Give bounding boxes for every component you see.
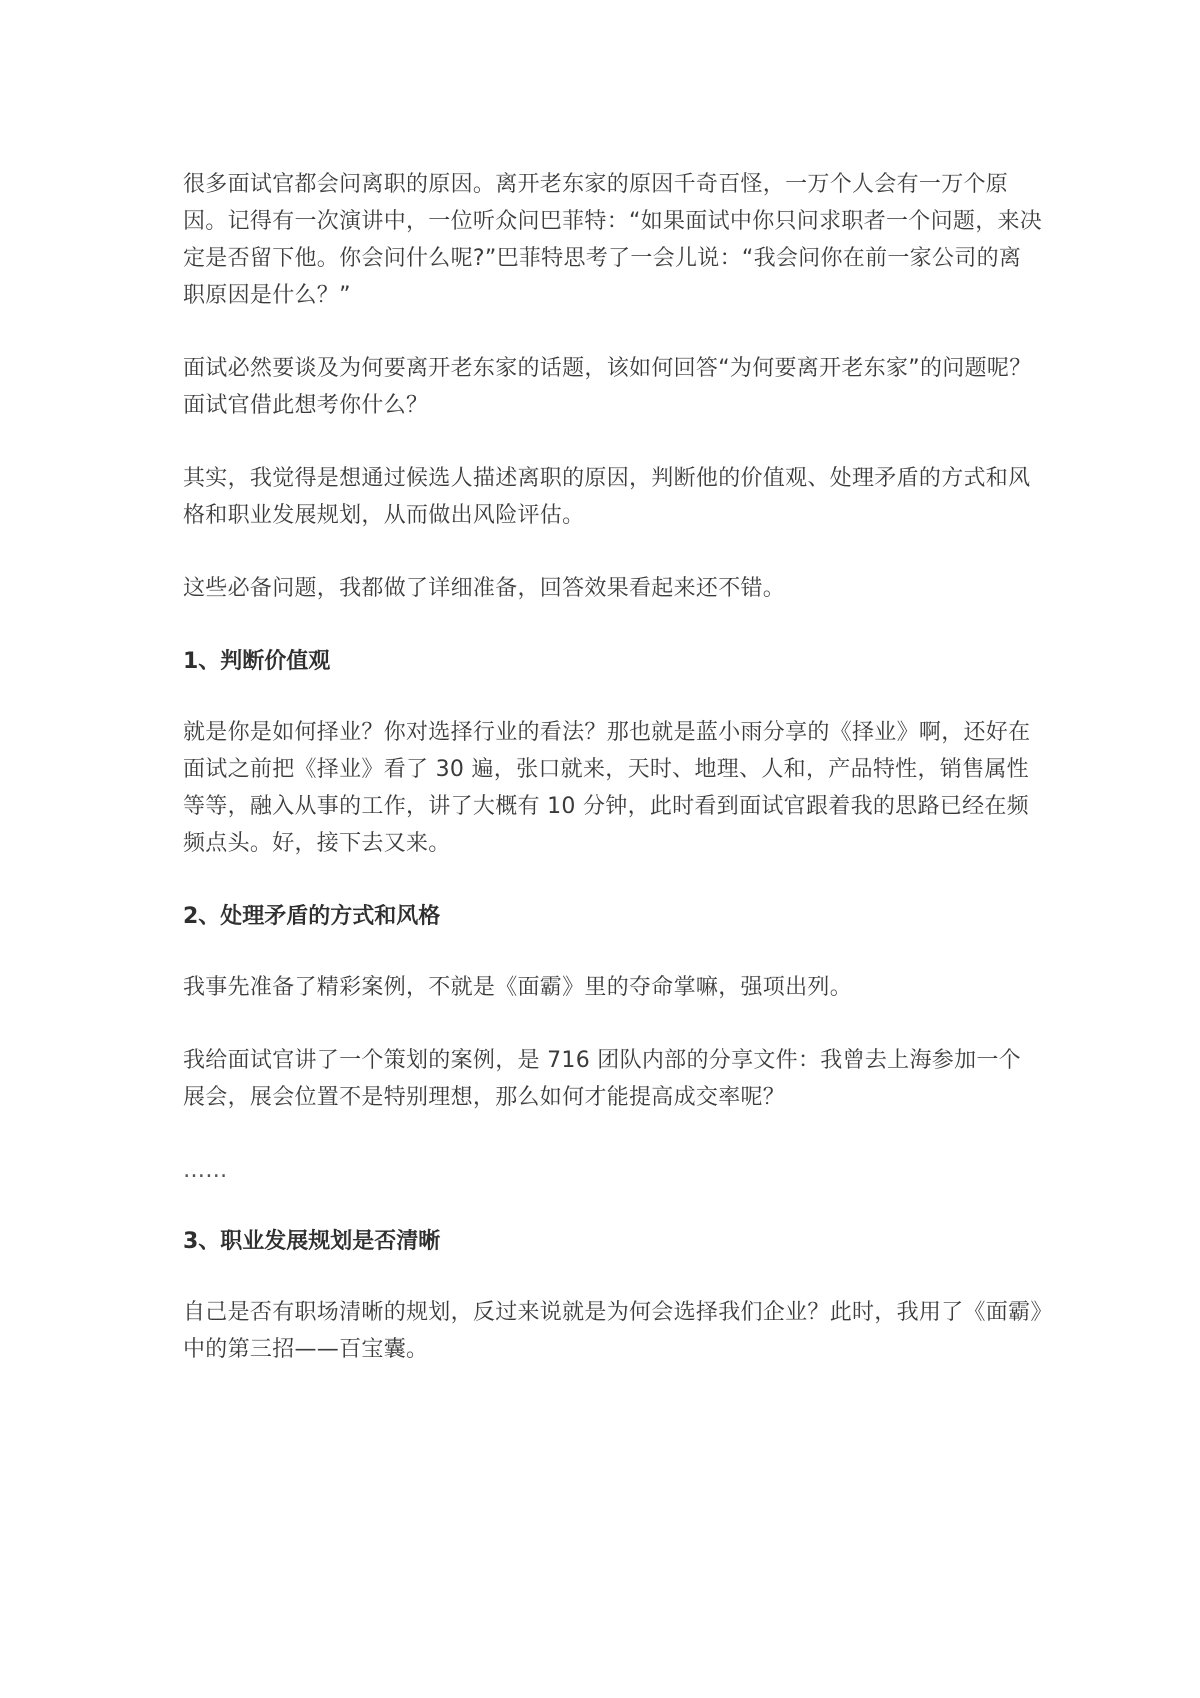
- ellipsis-text: ……: [183, 1158, 228, 1183]
- paragraph-question: 面试必然要谈及为何要离开老东家的话题，该如何回答“为何要离开老东家”的问题呢？面试官借此想考你什么？: [183, 356, 1032, 418]
- article-body: [183, 166, 1043, 1404]
- paragraph-preparation: 这些必备问题，我都做了详细准备，回答效果看起来还不错。: [183, 576, 786, 601]
- paragraph-career: 自己是否有职场清晰的规划，反过来说就是为何会选择我们企业？此时，我用了《面霸》中的第三招——百宝囊。: [183, 1300, 1042, 1362]
- paragraph-conflict-case: 我事先准备了精彩案例，不就是《面霸》里的夺命掌嘛，强项出列。: [183, 975, 853, 1000]
- section-heading-career: 3、职业发展规划是否清晰: [183, 1229, 441, 1254]
- paragraph-conflict-example: 我给面试官讲了一个策划的案例，是 716 团队内部的分享文件：我曾去上海参加一个展会，展会位置不是特别理想，那么如何才能提高成交率呢？: [183, 1048, 1021, 1110]
- paragraph-purpose: 其实，我觉得是想通过候选人描述离职的原因，判断他的价值观、处理矛盾的方式和风格和职业发展规划，从而做出风险评估。: [183, 466, 1031, 528]
- section-heading-conflict: 2、处理矛盾的方式和风格: [183, 904, 441, 929]
- section-heading-values: 1、判断价值观: [183, 649, 331, 674]
- paragraph-values: 就是你是如何择业？你对选择行业的看法？那也就是蓝小雨分享的《择业》啊，还好在面试之前把《择业》看了 30 遍，张口就来，天时、地理、人和，产品特性，销售属性等等，融入从事的工作，讲了大概有 10 分钟，此时看到面试官跟着我的思路已经在频频点头。好，接下去又来。: [183, 720, 1031, 856]
- paragraph-intro: 很多面试官都会问离职的原因。离开老东家的原因千奇百怪，一万个人会有一万个原因。记得有一次演讲中，一位听众问巴菲特：“如果面试中你只问求职者一个问题，来决定是否留下他。你会问什么呢?”巴菲特思考了一会儿说：“我会问你在前一家公司的离职原因是什么？”: [183, 172, 1043, 308]
